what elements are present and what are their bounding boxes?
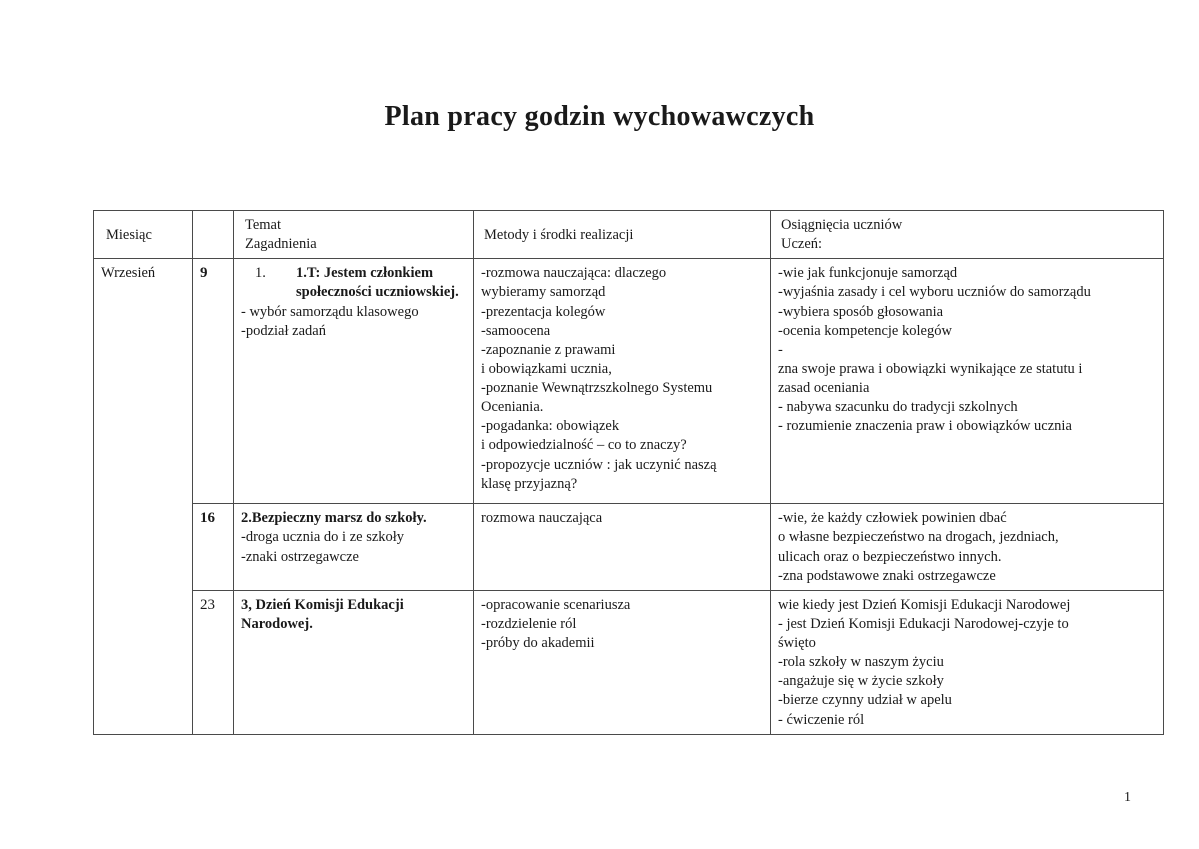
achievements-cell [771,590,1164,734]
column-header-methods [474,211,771,259]
page-number: 1 [1124,790,1131,805]
methods-line: -opracowanie scenariusza [481,596,631,613]
achievements-cell [771,504,1164,591]
achievements-line: -wie jak funkcjonuje samorząd [778,265,958,282]
table-body [94,259,1164,734]
column-header-topic-line1: Temat [245,217,282,233]
day-cell: 16 [193,504,234,591]
methods-cell [474,504,771,591]
plan-table [93,210,1164,735]
table-row [94,259,1164,504]
day-cell: 9 [193,259,234,504]
topic-line: - wybór samorządu klasowego [241,303,419,320]
column-header-achievements-line1: Osiągnięcia uczniów [781,217,903,233]
methods-line: -zapoznanie z prawami [481,341,616,358]
methods-line: wybieramy samorząd [481,284,606,301]
column-header-achievements-line2: Uczeń: [781,236,823,253]
achievements-line: - ćwiczenie ról [778,711,865,728]
achievements-line: -ocenia kompetencje kolegów [778,322,952,339]
table-header-row [94,211,1164,259]
topic-cell [234,259,474,504]
topic-line: -droga ucznia do i ze szkoły [241,529,405,546]
topic-content [241,509,467,577]
topic-title: 1.T: Jestem członkiem społeczności uczniowskiej. [296,265,459,301]
list-marker: 1. [255,265,266,282]
achievements-line: -zna podstawowe znaki ostrzegawcze [778,567,996,584]
column-header-month-label: Miesiąc [106,226,152,243]
achievements-line: - rozumienie znaczenia praw i obowiązków ucznia [778,418,1072,435]
topic-list-item [241,264,467,302]
methods-cell [474,590,771,734]
table-row [94,590,1164,734]
methods-line: -samoocena [481,322,551,339]
achievements-line: -wybiera sposób głosowania [778,303,944,320]
methods-line: klasę przyjazną? [481,475,578,492]
topic-content [241,596,467,716]
topic-cell [234,590,474,734]
column-header-month [94,211,193,259]
methods-line: Oceniania. [481,399,544,416]
topic-line: -podział zadań [241,322,326,339]
methods-cell [474,259,771,504]
achievements-cell [771,259,1164,504]
table-header [94,211,1164,259]
column-header-topic [234,211,474,259]
column-header-day [193,211,234,259]
methods-line: rozmowa nauczająca [481,510,603,527]
month-cell: Wrzesień [94,259,193,734]
column-header-topic-line2: Zagadnienia [245,236,317,253]
topic-title: 3, Dzień Komisji Edukacji Narodowej. [241,596,404,632]
topic-content [241,264,467,499]
methods-line: -próby do akademii [481,635,595,651]
methods-line: -rozmowa nauczająca: dlaczego [481,265,667,282]
achievements-line: - [778,341,783,358]
achievements-line: -angażuje się w życie szkoły [778,673,944,690]
topic-title: 2.Bezpieczny marsz do szkoły. [241,510,427,527]
achievements-line: - nabywa szacunku do tradycji szkolnych [778,399,1018,416]
day-cell: 23 [193,590,234,734]
table-row [94,504,1164,591]
achievements-line: święto [778,635,816,651]
achievements-line: zna swoje prawa i obowiązki wynikające ze statutu i [778,360,1083,377]
achievements-line: -wyjaśnia zasady i cel wyboru uczniów do samorządu [778,284,1091,301]
methods-line: i odpowiedzialność – co to znaczy? [481,437,687,454]
methods-line: -poznanie Wewnątrzszkolnego Systemu [481,380,713,396]
column-header-methods-label: Metody i środki realizacji [484,226,634,243]
methods-line: -prezentacja kolegów [481,303,606,320]
achievements-line: -rola szkoły w naszym życiu [778,654,944,671]
achievements-line: wie kiedy jest Dzień Komisji Edukacji Narodowej [778,596,1071,613]
methods-line: -rozdzielenie ról [481,615,577,632]
achievements-line: -bierze czynny udział w apelu [778,692,952,709]
page-title: Plan pracy godzin wychowawczych [384,101,815,132]
topic-line: -znaki ostrzegawcze [241,548,359,565]
column-header-achievements [771,211,1164,259]
achievements-line: o własne bezpieczeństwo na drogach, jezdniach, [778,529,1059,546]
achievements-line: - jest Dzień Komisji Edukacji Narodowej-czyje to [778,615,1069,632]
topic-cell [234,504,474,591]
achievements-line: ulicach oraz o bezpieczeństwo innych. [778,548,1002,565]
methods-line: i obowiązkami ucznia, [481,360,612,377]
methods-line: -pogadanka: obowiązek [481,418,620,435]
methods-line: -propozycje uczniów : jak uczynić naszą [481,456,717,473]
achievements-line: zasad oceniania [778,380,870,396]
achievements-line: -wie, że każdy człowiek powinien dbać [778,510,1007,527]
